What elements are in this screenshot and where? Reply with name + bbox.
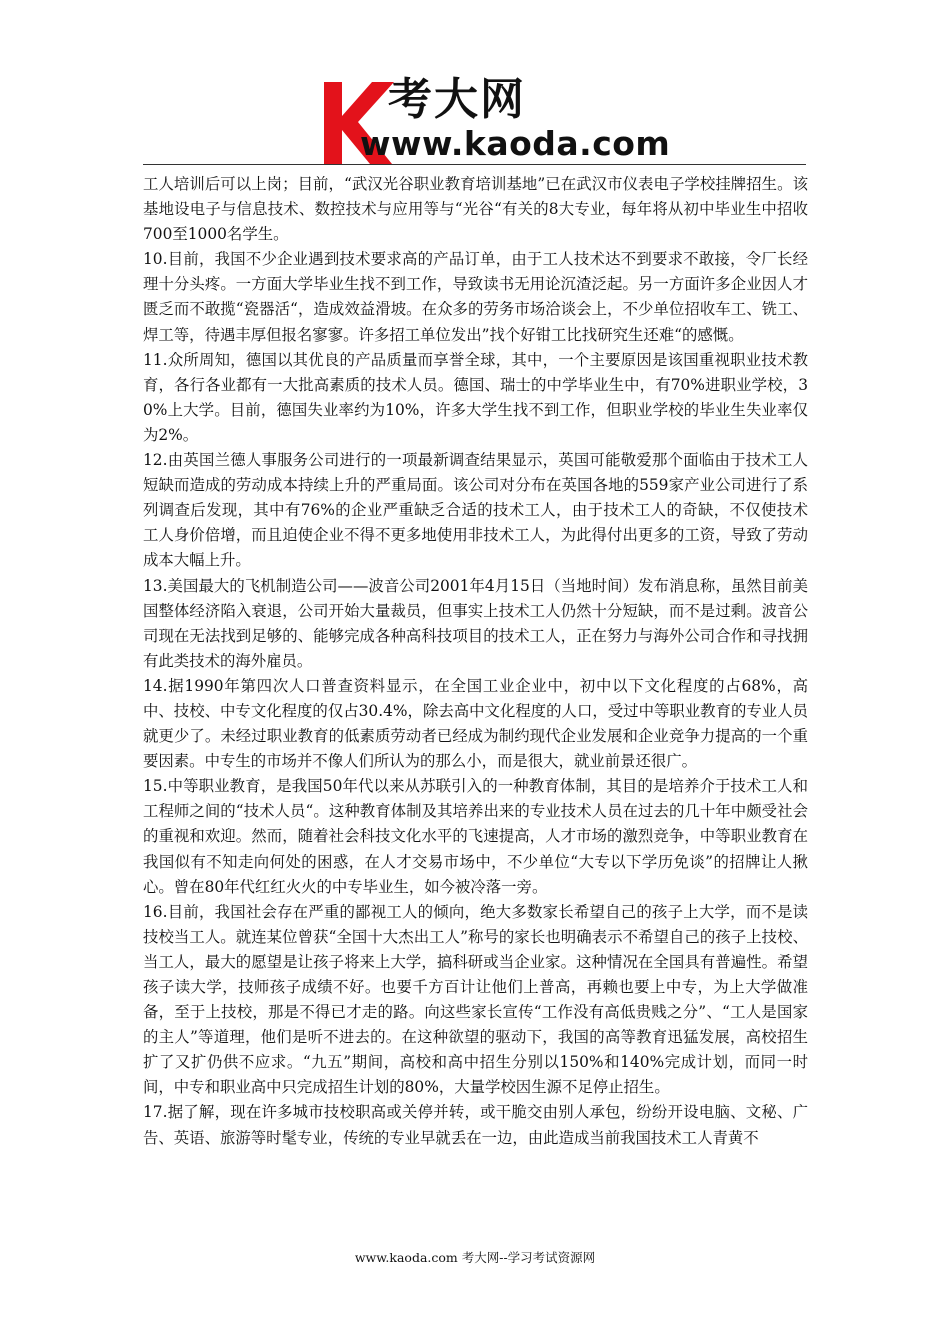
paragraph-6: 14.据1990年第四次人口普查资料显示，在全国工业企业中，初中以下文化程度的占68%，高中、技校、中专文化程度的仅占30.4%，除去高中文化程度的人口，受过中等职业教育的专业人员就更少了。未经过职业教育的低素质劳动者已经成为制约现代企业发展和企业竞争力提高的一个重要因素。中专生的市场并不像人们所认为的那么小，而是很大，就业前景还很广。 <box>143 676 808 771</box>
logo-name: 考大网 <box>388 74 526 125</box>
paragraph-1: 工人培训后可以上岗；目前，“武汉光谷职业教育培训基地”已在武汉市仪表电子学校挂牌招生。该基地设电子与信息技术、数控技术与应用等与“光谷“有关的8大专业，每年将从初中毕业生中招收700至1000名学生。 <box>143 175 808 244</box>
paragraph-2: 10.目前，我国不少企业遇到技术要求高的产品订单，由于工人技术达不到要求不敢接，令厂长经理十分头疼。一方面大学毕业生找不到工作，导致读书无用论沉渣泛起。另一方面许多企业因人才匮乏而不敢揽“瓷器活“，造成效益滑坡。在众多的劳务市场洽谈会上，不少单位招收车工、铣工、焊工等，待遇丰厚但报名寥寥。许多招工单位发出”找个好钳工比找研究生还难“的感慨。 <box>143 250 808 344</box>
paragraph-4: 12.由英国兰德人事服务公司进行的一项最新调查结果显示，英国可能敬爱那个面临由于技术工人短缺而造成的劳动成本持续上升的严重局面。该公司对分布在英国各地的559家产业公司进行了系列调查后发现，其中有76%的企业严重缺乏合适的技术工人，由于技术工人的奇缺，不仅使技术工人身价倍增，而且迫使企业不得不更多地使用非技术工人，为此得付出更多的工资，导致了劳动成本大幅上升。 <box>143 451 808 570</box>
paragraph-7: 15.中等职业教育，是我国50年代以来从苏联引入的一种教育体制，其目的是培养介于技术工人和工程师之间的“技术人员“。这种教育体制及其培养出来的专业技术人员在过去的几十年中颇受社会的重视和欢迎。然而，随着社会科技文化水平的飞速提高，人才市场的激烈竞争，中等职业教育在我国似有不知走向何处的困惑，在人才交易市场中，不少单位“大专以下学历免谈”的招牌让人揪心。曾在80年代红红火火的中专毕业生，如今被冷落一旁。 <box>143 777 808 896</box>
logo-url[interactable]: www.kaoda.com <box>360 124 671 163</box>
header-divider <box>143 164 806 165</box>
paragraph-9: 17.据了解，现在许多城市技校职高或关停并转，或干脆交由别人承包，纷纷开设电脑、文秘、广告、英语、旅游等时髦专业，传统的专业早就丢在一边，由此造成当前我国技术工人青黄不 <box>143 1103 808 1147</box>
paragraph-3: 11.众所周知，德国以其优良的产品质量而享誉全球，其中，一个主要原因是该国重视职业技术教育，各行各业都有一大批高素质的技术人员。德国、瑞士的中学毕业生中，有70%进职业学校，30%上大学。目前，德国失业率约为10%，许多大学生找不到工作，但职业学校的毕业生失业率仅为2%。 <box>143 350 808 444</box>
paragraph-8: 16.目前，我国社会存在严重的鄙视工人的倾向，绝大多数家长希望自己的孩子上大学，而不是读技校当工人。就连某位曾获“全国十大杰出工人”称号的家长也明确表示不希望自己的孩子上技校、当工人，最大的愿望是让孩子将来上大学，搞科研或当企业家。这种情况在全国具有普遍性。希望孩子读大学，技师孩子成绩不好。也要千方百计让他们上普高，再赖也要上中专，为上大学做准备，至于上技校，那是不得已才走的路。向这些家长宣传“工作没有高低贵贱之分”、“工人是国家的主人”等道理，他们是听不进去的。在这种欲望的驱动下，我国的高等教育迅猛发展，高校招生扩了又扩仍供不应求。“九五”期间，高校和高中招生分别以150%和140%完成计划，而同一时间，中专和职业高中只完成招生计划的80%，大量学校因生源不足停止招生。 <box>143 902 808 1097</box>
paragraph-5: 13.美国最大的飞机制造公司——波音公司2001年4月15日（当地时间）发布消息称，虽然目前美国整体经济陷入衰退，公司开始大量裁员，但事实上技术工人仍然十分短缺，而不是过剩。波音公司现在无法找到足够的、能够完成各种高科技项目的技术工人，正在努力与海外公司合作和寻找拥有此类技术的海外雇员。 <box>143 576 808 670</box>
page-footer: www.kaoda.com 考大网--学习考试资源网 <box>354 1250 596 1265</box>
page-header <box>0 0 950 165</box>
document-body <box>143 172 808 1151</box>
